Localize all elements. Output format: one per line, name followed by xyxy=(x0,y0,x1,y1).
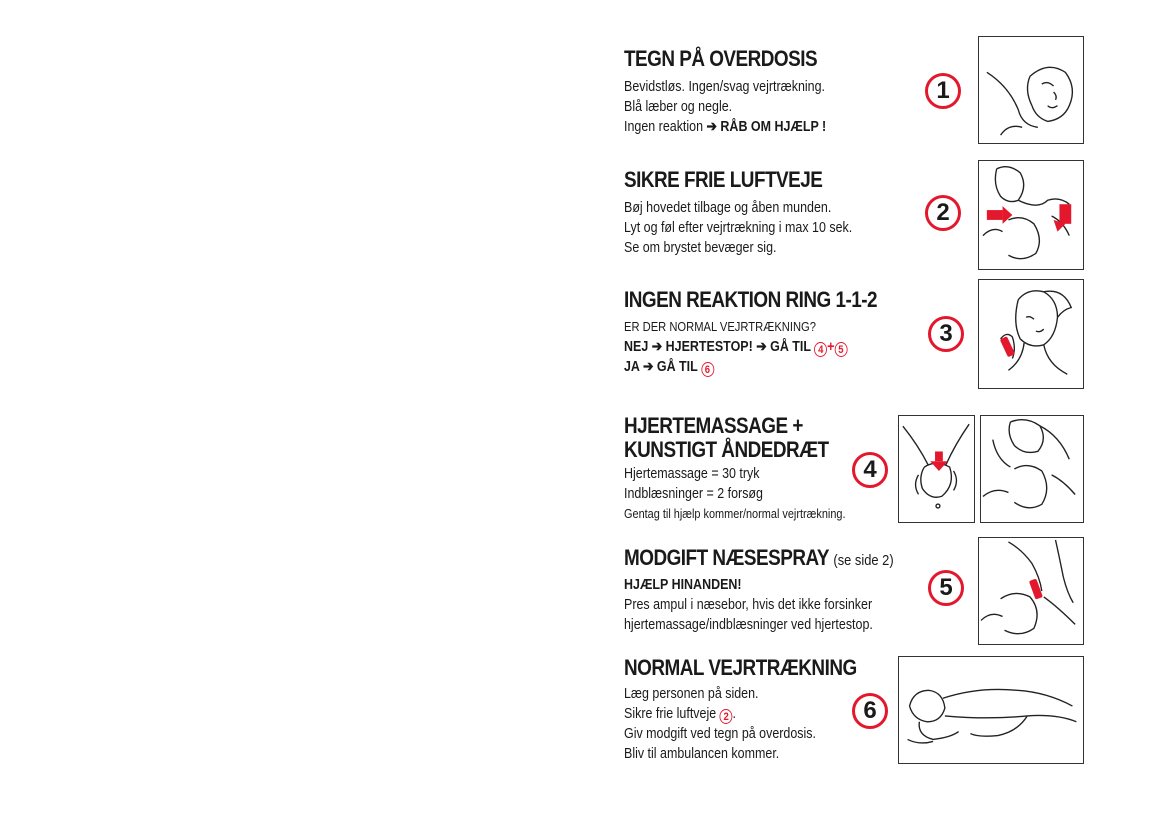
action-line xyxy=(624,117,826,137)
section-title-line: KUNSTIGT ÅNDEDRÆT xyxy=(624,437,829,462)
arrow-icon: ➔ xyxy=(651,339,663,355)
action-call-help: RÅB OM HJÆLP ! xyxy=(720,119,827,135)
plus-sign: + xyxy=(827,339,835,355)
section-title-line: HJERTEMASSAGE + xyxy=(624,413,803,438)
yes-line xyxy=(624,357,877,377)
section-line: Blå læber og negle. xyxy=(624,99,733,115)
no-label: NEJ xyxy=(624,339,649,355)
step-number-5: 5 xyxy=(928,570,964,606)
section-nasal-spray xyxy=(624,546,938,635)
step-ref-badge: 5 xyxy=(834,342,847,357)
goto-label: GÅ TIL xyxy=(770,339,811,355)
airway-ref-suffix: . xyxy=(732,706,737,722)
section-line: Giv modgift ved tegn på overdosis. xyxy=(624,726,817,742)
recovery-position-illustration xyxy=(898,656,1084,764)
section-call-112 xyxy=(624,288,918,377)
chest-compression-hands-illustration xyxy=(898,415,975,523)
step-number-4: 4 xyxy=(852,452,888,488)
step-number-2: 2 xyxy=(925,195,961,231)
section-line: Bøj hovedet tilbage og åben munden. xyxy=(624,200,832,216)
step-number-1: 1 xyxy=(925,73,961,109)
section-line: Pres ampul i næsebor, hvis det ikke forsinker xyxy=(624,597,873,613)
rescue-breath-illustration xyxy=(980,415,1084,523)
airway-ref-prefix: Sikre frie luftveje xyxy=(624,706,717,722)
step-ref-badge: 4 xyxy=(814,342,827,357)
step-number-3: 3 xyxy=(928,316,964,352)
section-title: MODGIFT NÆSESPRAY xyxy=(624,545,829,570)
section-title: INGEN REAKTION RING 1-1-2 xyxy=(624,287,878,312)
section-title: NORMAL VEJRTRÆKNING xyxy=(624,655,857,680)
no-line xyxy=(624,337,877,357)
section-title: TEGN PÅ OVERDOSIS xyxy=(624,46,818,71)
section-line: Se om brystet bevæger sig. xyxy=(624,240,777,256)
section-cpr xyxy=(624,414,888,524)
arrow-icon: ➔ xyxy=(706,119,717,135)
help-each-other: HJÆLP HINANDEN! xyxy=(624,577,742,593)
section-line: Bliv til ambulancen kommer. xyxy=(624,746,780,762)
cardiac-arrest-label: HJERTESTOP! xyxy=(665,339,753,355)
section-line: Lyt og føl efter vejrtrækning i max 10 sek. xyxy=(624,220,853,236)
goto-label: GÅ TIL xyxy=(656,359,698,375)
step-number-6: 6 xyxy=(852,693,888,729)
section-overdose-signs xyxy=(624,47,859,137)
unconscious-face-illustration xyxy=(978,36,1084,144)
yes-label: JA xyxy=(624,359,640,375)
section-airway xyxy=(624,168,889,258)
question-line: ER DER NORMAL VEJRTRÆKNING? xyxy=(624,319,816,334)
phone-call-illustration xyxy=(978,279,1084,389)
action-prefix: Ingen reaktion xyxy=(624,119,704,135)
section-line: hjertemassage/indblæsninger ved hjertestop. xyxy=(624,617,873,633)
section-title-note: (se side 2) xyxy=(833,552,894,569)
section-line: Bevidstløs. Ingen/svag vejrtrækning. xyxy=(624,79,825,95)
step-ref-badge: 6 xyxy=(701,362,714,377)
section-title: SIKRE FRIE LUFTVEJE xyxy=(624,167,823,192)
section-line: Indblæsninger = 2 forsøg xyxy=(624,486,763,502)
nasal-spray-illustration xyxy=(978,537,1084,645)
section-line: Læg personen på siden. xyxy=(624,686,759,702)
arrow-icon: ➔ xyxy=(642,359,654,375)
step-ref-badge: 2 xyxy=(720,709,733,724)
airway-head-tilt-illustration xyxy=(978,160,1084,270)
section-title-row xyxy=(624,546,894,573)
airway-ref-line xyxy=(624,704,857,724)
arrow-icon: ➔ xyxy=(756,339,767,355)
section-fine-print: Gentag til hjælp kommer/normal vejrtrækning. xyxy=(624,506,846,521)
section-line: Hjertemassage = 30 tryk xyxy=(624,466,760,482)
